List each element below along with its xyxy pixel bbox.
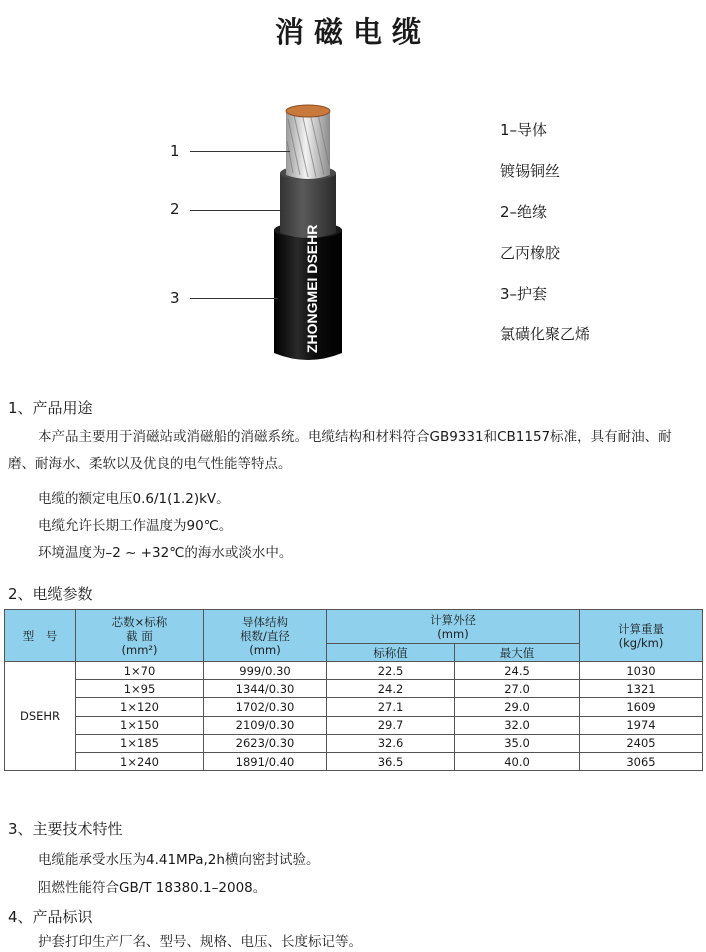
callout-line-3 [190, 298, 278, 299]
callout-line-2 [190, 210, 284, 211]
size-cell: 1×150 [76, 716, 204, 734]
legend-insulation-material: 乙丙橡胶 [500, 244, 561, 262]
legend-conductor-material: 镀锡铜丝 [500, 162, 561, 180]
working-temperature-text: 电缆允许长期工作温度为90℃。 [38, 518, 233, 534]
weight-cell: 1321 [580, 680, 703, 698]
size-cell: 1×95 [76, 680, 204, 698]
od-nominal-cell: 36.5 [327, 752, 455, 770]
legend-insulation: 2–绝缘 [500, 203, 548, 221]
od-max-cell: 27.0 [455, 680, 580, 698]
conductor-cell: 1891/0.40 [204, 752, 327, 770]
od-max-cell: 24.5 [455, 662, 580, 680]
section-3-heading: 3、主要技术特性 [8, 820, 123, 838]
table-row [5, 662, 703, 680]
conductor-cell: 2623/0.30 [204, 734, 327, 752]
header-conductor-structure: 导体结构 根数/直径 (mm) [204, 610, 327, 662]
jacket-print-text: ZHONGMEI DSEHR [304, 224, 320, 353]
water-pressure-text: 电缆能承受水压为4.41MPa,2h横向密封试验。 [38, 852, 320, 868]
legend-conductor: 1–导体 [500, 121, 548, 139]
table-row [5, 680, 703, 698]
header-cores-section: 芯数×标称 截 面 (mm²) [76, 610, 204, 662]
od-nominal-cell: 24.2 [327, 680, 455, 698]
conductor-cell: 2109/0.30 [204, 716, 327, 734]
weight-cell: 2405 [580, 734, 703, 752]
conductor-cell: 1702/0.30 [204, 698, 327, 716]
conductor-cell: 1344/0.30 [204, 680, 327, 698]
table-row [5, 752, 703, 770]
size-cell: 1×185 [76, 734, 204, 752]
callout-2: 2 [170, 200, 180, 218]
header-model: 型 号 [5, 610, 76, 662]
callout-1: 1 [170, 142, 180, 160]
ambient-temperature-text: 环境温度为–2 ~ +32℃的海水或淡水中。 [38, 545, 293, 561]
marking-text: 护套打印生产厂名、型号、规格、电压、长度标记等。 [38, 934, 362, 950]
weight-cell: 3065 [580, 752, 703, 770]
od-max-cell: 40.0 [455, 752, 580, 770]
section-1-paragraph: 本产品主要用于消磁站或消磁船的消磁系统。电缆结构和材料符合GB9331和CB1157标准，具有耐油、耐磨、耐海水、柔软以及优良的电气性能等特点。 [8, 429, 672, 472]
od-nominal-cell: 22.5 [327, 662, 455, 680]
section-1-heading: 1、产品用途 [8, 399, 93, 417]
size-cell: 1×70 [76, 662, 204, 680]
cable-parameters-table [4, 609, 703, 771]
legend-sheath-material: 氯磺化聚乙烯 [500, 325, 591, 343]
od-nominal-cell: 27.1 [327, 698, 455, 716]
od-max-cell: 35.0 [455, 734, 580, 752]
table-row [5, 716, 703, 734]
weight-cell: 1974 [580, 716, 703, 734]
rated-voltage-text: 电缆的额定电压0.6/1(1.2)kV。 [38, 491, 230, 507]
conductor-cell: 999/0.30 [204, 662, 327, 680]
size-cell: 1×240 [76, 752, 204, 770]
section-2-heading: 2、电缆参数 [8, 585, 93, 603]
header-od-nominal: 标称值 [327, 644, 455, 662]
od-max-cell: 29.0 [455, 698, 580, 716]
flame-retardant-text: 阻燃性能符合GB/T 18380.1–2008。 [38, 880, 267, 896]
od-nominal-cell: 29.7 [327, 716, 455, 734]
section-4-heading: 4、产品标识 [8, 908, 93, 926]
cable-illustration [260, 95, 380, 370]
od-max-cell: 32.0 [455, 716, 580, 734]
callout-3: 3 [170, 289, 180, 307]
table-row [5, 734, 703, 752]
size-cell: 1×120 [76, 698, 204, 716]
callout-line-1 [190, 151, 290, 152]
weight-cell: 1030 [580, 662, 703, 680]
od-nominal-cell: 32.6 [327, 734, 455, 752]
header-outer-diameter: 计算外径 (mm) [327, 610, 580, 644]
header-weight: 计算重量 (kg/km) [580, 610, 703, 662]
legend-sheath: 3–护套 [500, 285, 548, 303]
page-title: 消磁电缆 [274, 15, 431, 49]
weight-cell: 1609 [580, 698, 703, 716]
model-cell: DSEHR [5, 662, 76, 771]
table-row [5, 698, 703, 716]
header-od-max: 最大值 [455, 644, 580, 662]
